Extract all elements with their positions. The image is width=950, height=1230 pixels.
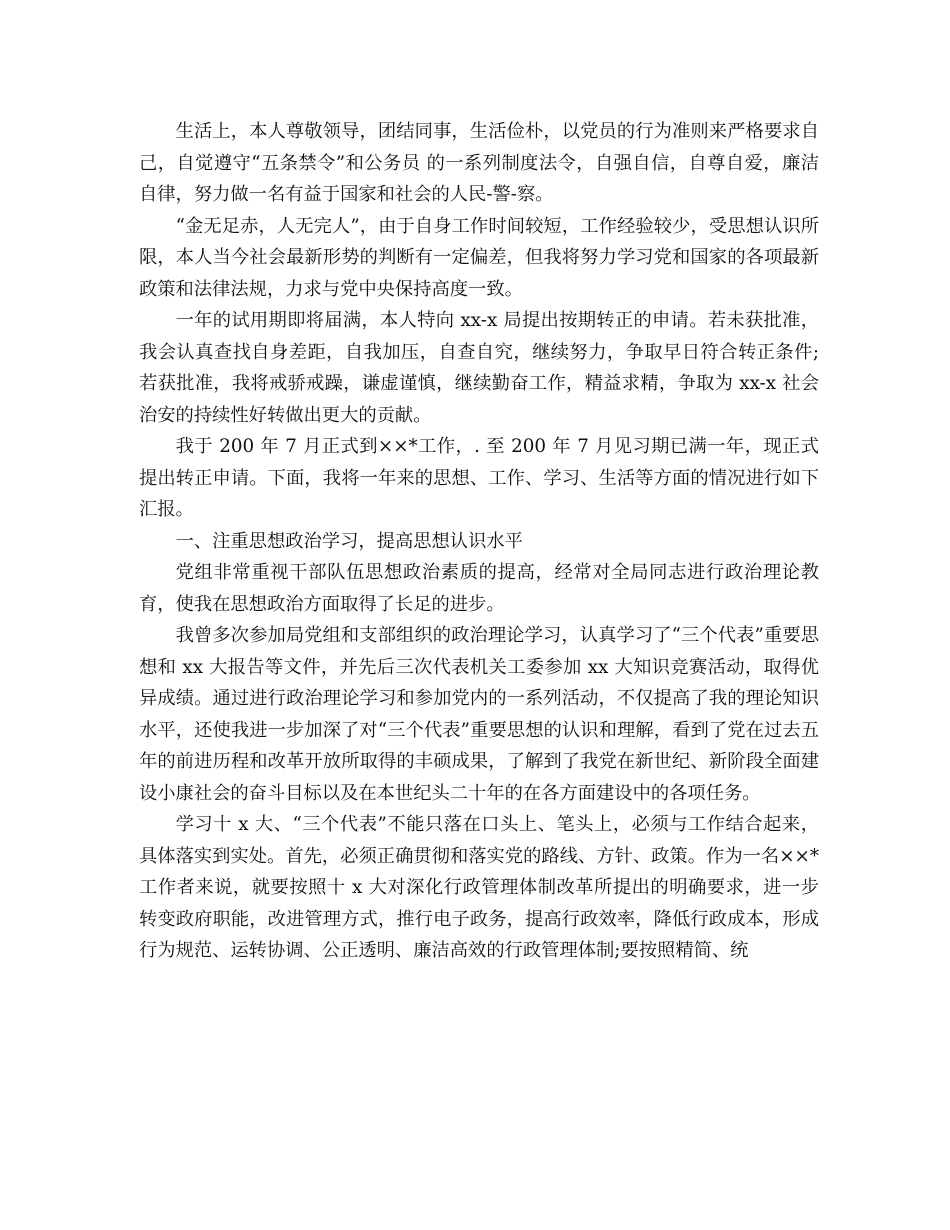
- document-body: [139, 116, 819, 967]
- paragraph-life: 生活上，本人尊敬领导，团结同事，生活俭朴，以党员的行为准则来严格要求自己，自觉遵守“五条禁令”和公务员 的一系列制度法令，自强自信，自尊自爱，廉洁自律，努力做一名有益于国家和社会的人民-警-察。: [139, 121, 819, 205]
- paragraph-intro: 我于 200 年 7 月正式到××*工作，. 至 200 年 7 月见习期已满一年，现正式提出转正申请。下面，我将一年来的思想、工作、学习、生活等方面的情况进行如下汇报。: [139, 436, 819, 520]
- paragraph-implementation: 学习十 x 大、“三个代表”不能只落在口头上、笔头上，必须与工作结合起来，具体落实到实处。首先，必须正确贯彻和落实党的路线、方针、政策。作为一名××*工作者来说，就要按照十 x 大对深化行政管理体制改革所提出的明确要求，进一步转变政府职能，改进管理方式，推行电子政务，提高行政效率，降低行政成本，形成行为规范、运转协调、公正透明、廉洁高效的行政管理体制;要按照精简、统: [139, 814, 819, 961]
- section-heading-political-study: 一、注重思想政治学习，提高思想认识水平: [175, 530, 523, 552]
- paragraph-party-education: 党组非常重视干部队伍思想政治素质的提高，经常对全局同志进行政治理论教育，使我在思想政治方面取得了长足的进步。: [139, 562, 819, 615]
- paragraph-self-reflection: “金无足赤，人无完人”，由于自身工作时间较短，工作经验较少，受思想认识所限，本人当今社会最新形势的判断有一定偏差，但我将努力学习党和国家的各项最新政策和法律法规，力求与党中央保持高度一致。: [139, 215, 819, 300]
- paragraph-probation-request: 一年的试用期即将届满，本人特向 xx-x 局提出按期转正的申请。若未获批准，我会认真查找自身差距，自我加压，自查自究，继续努力，争取早日符合转正条件;若获批准，我将戒骄戒躁，谦虚谨慎，继续勤奋工作，精益求精，争取为 xx-x 社会治安的持续性好转做出更大的贡献。: [139, 310, 819, 426]
- paragraph-study-details: 我曾多次参加局党组和支部组织的政治理论学习，认真学习了“三个代表”重要思想和 xx 大报告等文件，并先后三次代表机关工委参加 xx 大知识竞赛活动，取得优异成绩。通过进行政治理论学习和参加党内的一系列活动，不仅提高了我的理论知识水平，还使我进一步加深了对“三个代表”重要思想的认识和理解，看到了党在过去五年的前进历程和改革开放所取得的丰硕成果，了解到了我党在新世纪、新阶段全面建设小康社会的奋斗目标以及在本世纪头二十年的在各方面建设中的各项任务。: [139, 625, 819, 804]
